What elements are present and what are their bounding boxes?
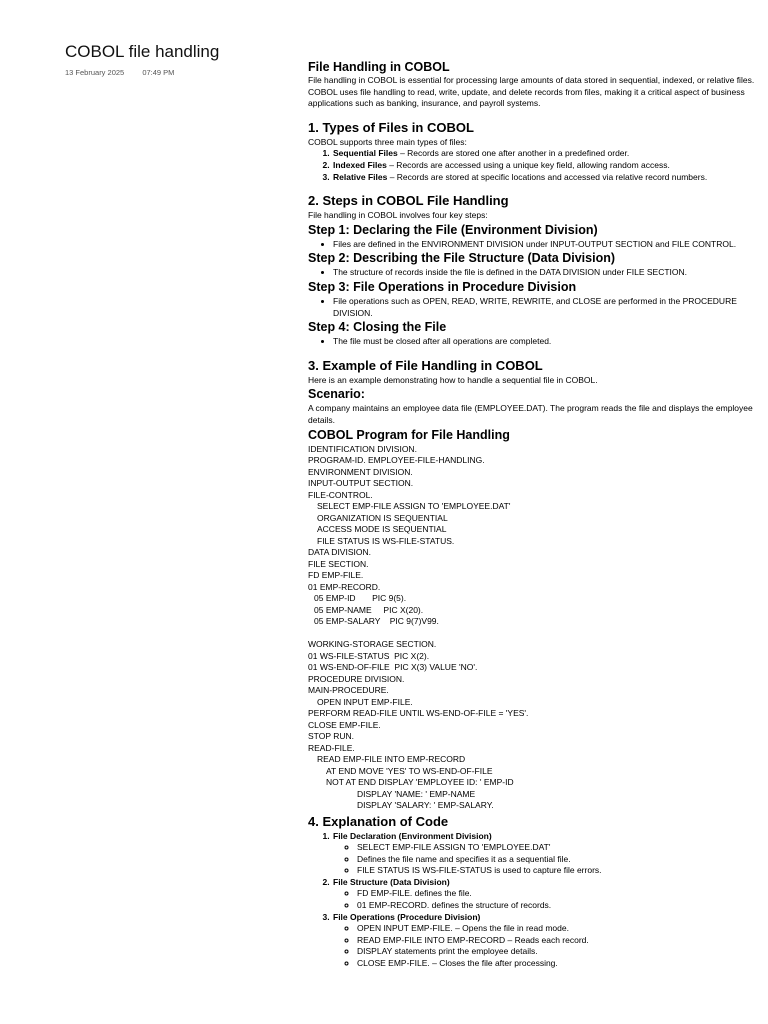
code-line: 05 EMP-NAME PIC X(20). bbox=[314, 604, 424, 615]
step-title: Step 2: Describing the File Structure (Data Division) bbox=[308, 251, 616, 266]
scenario-text: A company maintains an employee data file (EMPLOYEE.DAT). The program reads the file and displays the employee details. bbox=[308, 403, 753, 425]
code-line: ENVIRONMENT DIVISION. bbox=[308, 466, 413, 477]
document-body bbox=[308, 60, 764, 970]
list-item: • The structure of records inside the file is defined in the DATA DIVISION under FILE SECTION. bbox=[333, 267, 764, 279]
list-item: ◦ READ EMP-FILE INTO EMP-RECORD – Reads each record. bbox=[357, 935, 764, 947]
scenario-heading: Scenario: bbox=[308, 387, 365, 402]
list-item: • Files are defined in the ENVIRONMENT DIVISION under INPUT-OUTPUT SECTION and FILE CONTROL. bbox=[333, 239, 764, 251]
code-line: CLOSE EMP-FILE. bbox=[308, 719, 381, 730]
explanation-title: File Operations (Procedure Division) bbox=[333, 911, 481, 922]
step-bullets bbox=[308, 239, 764, 251]
code-line: ORGANIZATION IS SEQUENTIAL bbox=[317, 512, 448, 523]
code-line: PROGRAM-ID. EMPLOYEE-FILE-HANDLING. bbox=[308, 455, 485, 465]
list-item bbox=[332, 912, 764, 970]
code-line bbox=[308, 628, 764, 640]
page-meta bbox=[65, 68, 174, 77]
code-line: WORKING-STORAGE SECTION. bbox=[308, 639, 437, 649]
code-line: SELECT EMP-FILE ASSIGN TO 'EMPLOYEE.DAT' bbox=[317, 501, 511, 511]
step-bullets bbox=[308, 336, 764, 348]
code-line: PROCEDURE DIVISION. bbox=[308, 673, 405, 684]
list-item: • File operations such as OPEN, READ, WRITE, REWRITE, and CLOSE are performed in the PROCEDURE DIVISION. bbox=[333, 296, 764, 319]
example-text: Here is an example demonstrating how to handle a sequential file in COBOL. bbox=[308, 374, 598, 385]
explanation-points bbox=[333, 842, 764, 877]
steps-text: File handling in COBOL involves four key steps: bbox=[308, 210, 488, 221]
intro-heading: File Handling in COBOL bbox=[308, 60, 450, 74]
step-bullets bbox=[308, 296, 764, 319]
types-heading: 1. Types of Files in COBOL bbox=[308, 119, 474, 135]
code-line: PERFORM READ-FILE UNTIL WS-END-OF-FILE = 'YES'. bbox=[308, 708, 529, 718]
code-line: MAIN-PROCEDURE. bbox=[308, 685, 389, 695]
list-item bbox=[332, 172, 764, 184]
list-item: ◦ SELECT EMP-FILE ASSIGN TO 'EMPLOYEE.DAT' bbox=[357, 842, 764, 854]
code-line: OPEN INPUT EMP-FILE. bbox=[317, 696, 413, 707]
code-line: NOT AT END DISPLAY 'EMPLOYEE ID: ' EMP-ID bbox=[326, 777, 514, 787]
code-line: DATA DIVISION. bbox=[308, 547, 371, 557]
explanation-points bbox=[333, 888, 764, 911]
program-heading: COBOL Program for File Handling bbox=[308, 427, 510, 442]
code-line: 01 WS-FILE-STATUS PIC X(2). bbox=[308, 650, 430, 661]
type-desc: – Records are accessed using a unique key field, allowing random access. bbox=[386, 159, 670, 170]
step-title: Step 3: File Operations in Procedure Division bbox=[308, 279, 577, 294]
code-line: FILE-CONTROL. bbox=[308, 489, 373, 500]
list-item bbox=[332, 160, 764, 172]
type-term: Sequential Files bbox=[333, 148, 398, 159]
code-line: 01 WS-END-OF-FILE PIC X(3) VALUE 'NO'. bbox=[308, 662, 478, 672]
step-title: Step 4: Closing the File bbox=[308, 320, 447, 335]
explanation-list bbox=[308, 831, 764, 970]
steps-heading: 2. Steps in COBOL File Handling bbox=[308, 193, 509, 209]
explanation-heading: 4. Explanation of Code bbox=[308, 813, 449, 829]
step-bullets bbox=[308, 267, 764, 279]
list-item bbox=[332, 831, 764, 877]
explanation-title: File Structure (Data Division) bbox=[333, 876, 450, 887]
list-item bbox=[332, 148, 764, 160]
type-desc: – Records are stored one after another in a predefined order. bbox=[397, 148, 630, 159]
list-item: ◦ DISPLAY statements print the employee details. bbox=[357, 946, 764, 958]
list-item bbox=[332, 877, 764, 912]
example-heading: 3. Example of File Handling in COBOL bbox=[308, 357, 543, 373]
code-line: 05 EMP-ID PIC 9(5). bbox=[314, 593, 407, 603]
list-item: ◦ OPEN INPUT EMP-FILE. – Opens the file in read mode. bbox=[357, 923, 764, 935]
type-term: Indexed Files bbox=[333, 159, 387, 170]
types-list bbox=[308, 148, 764, 183]
list-item: • The file must be closed after all operations are completed. bbox=[333, 336, 764, 348]
list-item: ◦ CLOSE EMP-FILE. – Closes the file after processing. bbox=[357, 958, 764, 970]
code-line: FILE STATUS IS WS-FILE-STATUS. bbox=[317, 535, 455, 546]
step-title: Step 1: Declaring the File (Environment Division) bbox=[308, 222, 598, 237]
code-line: FILE SECTION. bbox=[308, 558, 369, 569]
page-title: COBOL file handling bbox=[65, 42, 220, 61]
code-line: 05 EMP-SALARY PIC 9(7)V99. bbox=[314, 616, 439, 626]
code-line: STOP RUN. bbox=[308, 731, 354, 741]
type-desc: – Records are stored at specific locations and accessed via relative record numbers. bbox=[387, 171, 708, 182]
page-date: 13 February 2025 bbox=[65, 68, 125, 77]
code-line: DISPLAY 'NAME: ' EMP-NAME bbox=[357, 788, 476, 799]
code-line: AT END MOVE 'YES' TO WS-END-OF-FILE bbox=[326, 765, 493, 776]
code-block bbox=[308, 444, 764, 812]
page-time: 07:49 PM bbox=[142, 68, 175, 77]
types-text: COBOL supports three main types of files: bbox=[308, 136, 467, 147]
explanation-points bbox=[333, 923, 764, 969]
list-item: ◦ FILE STATUS IS WS-FILE-STATUS is used to capture file errors. bbox=[357, 865, 764, 877]
code-line: READ-FILE. bbox=[308, 742, 355, 753]
type-term: Relative Files bbox=[333, 171, 388, 182]
code-line: ACCESS MODE IS SEQUENTIAL bbox=[317, 524, 447, 534]
list-item: ◦ FD EMP-FILE. defines the file. bbox=[357, 888, 764, 900]
code-line: READ EMP-FILE INTO EMP-RECORD bbox=[317, 754, 466, 764]
code-line: FD EMP-FILE. bbox=[308, 570, 364, 580]
code-line: 01 EMP-RECORD. bbox=[308, 581, 381, 592]
code-line: IDENTIFICATION DIVISION. bbox=[308, 443, 417, 454]
code-line: INPUT-OUTPUT SECTION. bbox=[308, 478, 414, 488]
explanation-title: File Declaration (Environment Division) bbox=[333, 830, 492, 841]
list-item: ◦ Defines the file name and specifies it as a sequential file. bbox=[357, 854, 764, 866]
intro-text: File handling in COBOL is essential for processing large amounts of data stored in sequential, indexed, or relative files. COBOL uses file handling to read, write, update, and delete records from files, making it a critical aspect of business applications such as banking, insurance, and payroll systems. bbox=[308, 75, 755, 109]
list-item: ◦ 01 EMP-RECORD. defines the structure of records. bbox=[357, 900, 764, 912]
code-line: DISPLAY 'SALARY: ' EMP-SALARY. bbox=[357, 800, 494, 810]
